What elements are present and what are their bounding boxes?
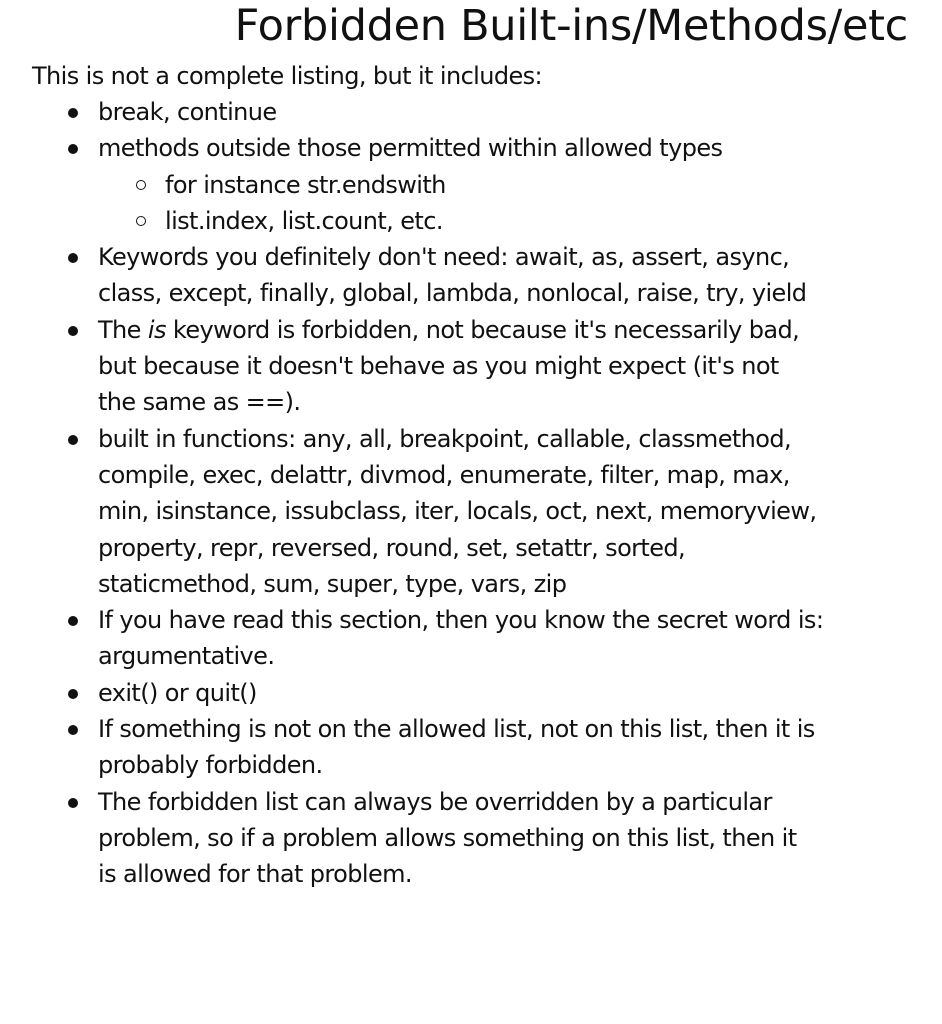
is-keyword-rest: keyword is forbidden, not because it's necessarily bad, [165,315,800,344]
override-line-3: is allowed for that problem. [98,860,412,889]
is-keyword-line-2: but because it doesn't behave as you might expect (it's not [98,352,779,381]
secret-line-1: If you have read this section, then you know the secret word is: [98,606,824,635]
builtins-line-5: staticmethod, sum, super, type, vars, zip [98,569,567,598]
list-item-secret-word [0,602,942,675]
sub-list-item [97,167,926,203]
methods-sub-list [98,167,926,240]
slide-title: Forbidden Built-ins/Methods/etc [234,1,908,51]
builtins-line-3: min, isinstance, issubclass, iter, locals, oct, next, memoryview, [98,497,817,526]
not-listed-line-2: probably forbidden. [98,751,323,780]
list-item-text: break, continue [98,98,277,126]
sub-list-item [97,203,926,239]
forbidden-list [0,94,942,893]
list-item-break-continue [0,94,942,130]
override-line-1: The forbidden list can always be overridden by a particular [98,787,772,816]
list-item-text: methods outside those permitted within allowed types [98,134,723,163]
list-item-methods [0,130,942,239]
list-item-exit [0,675,942,711]
intro-text: This is not a complete listing, but it includes: [32,62,543,90]
not-listed-line-1: If something is not on the allowed list, not on this list, then it is [98,715,815,744]
is-keyword-line-3: the same as ==). [98,388,301,417]
list-item-is-keyword [0,312,942,421]
list-item-keywords [0,239,942,312]
is-keyword-emphasis: is [147,315,166,344]
override-line-2: problem, so if a problem allows something on this list, then it [98,823,797,852]
list-item-builtins [0,421,942,602]
secret-line-2: argumentative. [98,642,275,671]
sub-list-item-text: for instance str.endswith [165,170,446,199]
list-item-text: exit() or quit() [98,678,257,707]
list-item-not-listed [0,711,942,784]
sub-list-item-text: list.index, list.count, etc. [165,206,443,235]
builtins-line-4: property, repr, reversed, round, set, setattr, sorted, [98,533,686,562]
is-keyword-line-1 [98,312,926,348]
builtins-line-1: built in functions: any, all, breakpoint, callable, classmethod, [98,424,792,453]
keywords-line-2: class, except, finally, global, lambda, nonlocal, raise, try, yield [98,279,807,308]
keywords-line-1: Keywords you definitely don't need: await, as, assert, async, [98,243,790,272]
list-item-override [0,784,942,893]
builtins-line-2: compile, exec, delattr, divmod, enumerate, filter, map, max, [98,460,790,489]
is-keyword-prefix: The [98,315,148,344]
